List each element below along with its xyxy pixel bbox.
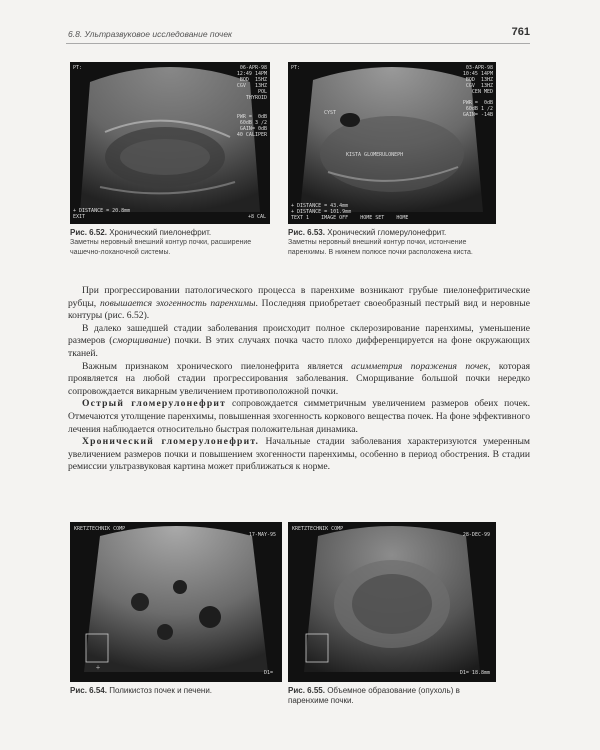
overlay-top-left: KRETZTECHNIK COMP [74, 526, 126, 532]
caption-text: Заметны неровный внешний контур почки, расширение чашечно-лоханочной системы. [70, 239, 252, 256]
overlay-top-left: KRETZTECHNIK COMP [292, 526, 344, 532]
caption-number: Рис. 6.53. [288, 228, 325, 237]
ultrasound-image-6-54 [70, 522, 282, 682]
overlay-top-right: 06-APR-98 12:49 14PM BOD 15HZ CGV 13HZ POL THYROID [236, 65, 267, 101]
overlay-top-right: 03-APR-98 10:45 14PM BOD 13HZ CGV 13HZ CEN MED [462, 65, 493, 95]
page-number: 761 [511, 26, 530, 38]
caption-6-54 [70, 686, 282, 696]
paragraph-3: Важным признаком хронического пиелонефрита является асимметрия поражения почек, которая проявляется на любой стадии прогрессирования заболевания. Сморщивание большой почки нередко сопровождается викарным увеличением противоположной почки. [68, 360, 530, 397]
overlay-bottom: + DISTANCE = 43.4mm + DISTANCE = 101.9mm TEXT 1 IMAGE OFF HOME SET HOME [291, 203, 409, 221]
overlay-bottom-right: +8 CAL [247, 214, 266, 220]
overlay-cyst: CYST [324, 110, 337, 116]
caption-title: Хронический гломерулонефрит. [327, 228, 447, 237]
caption-title: Поликистоз почек и печени. [109, 686, 213, 695]
ultrasound-image-6-52 [70, 62, 270, 224]
overlay-bottom-right: D1= 18.8mm [459, 670, 490, 676]
caption-number: Рис. 6.52. [70, 228, 107, 237]
overlay-mid-right: PWR = 0dB 60dB 1 /2 GAIN= -14B [462, 100, 493, 118]
svg-text:+: + [95, 663, 101, 672]
overlay-top-left: PT: [291, 65, 301, 71]
paragraph-5: Хронический гломерулонефрит. Начальные стадии заболевания характеризуются умеренным увеличением размеров почки и повышением эхогенности паренхимы, особенно в период обострения. В стадии ремиссии ультразвуковая картина может приближаться к норме. [68, 436, 530, 473]
ultrasound-image-6-53 [288, 62, 496, 224]
caption-text: Заметны неровный внешний контур почки, истончение паренхимы. В нижнем полюсе почки расположена киста. [288, 239, 473, 256]
caption-6-52 [70, 228, 275, 257]
body-text [68, 285, 530, 474]
ultrasound-image-6-55 [288, 522, 496, 682]
caption-number: Рис. 6.55. [288, 686, 325, 695]
overlay-top-right: 28-DEC-99 [462, 532, 490, 538]
paragraph-2: В далеко зашедшей стадии заболевания происходит полное склерозирование паренхимы, уменьшение размеров (сморщивание) почки. В этих случаях почка часто плохо дифференцируется на фоне окружающих тканей. [68, 322, 530, 359]
overlay-top-right: 17-MAY-95 [248, 532, 276, 538]
overlay-top-left: PT: [73, 65, 83, 71]
overlay-bottom-right: D1= [263, 670, 276, 676]
caption-6-53 [288, 228, 498, 257]
caption-title: Объемное образование (опухоль) в паренхиме почки. [288, 686, 460, 705]
header-rule [66, 43, 530, 44]
running-header: 6.8. Ультразвуковое исследование почек [68, 29, 233, 39]
caption-number: Рис. 6.54. [70, 686, 107, 695]
overlay-mid-right: PWR = 0dB 60dB 3 /2 GAIN= 0dB 40 CALIPER [236, 114, 267, 138]
overlay-label: KISTA GLOMERULONEPH [346, 152, 404, 158]
paragraph-1: При прогрессировании патологического процесса в паренхиме возникают грубые пиелонефритические рубцы, повышается эхогенность паренхимы. Последняя приобретает своеобразный пестрый вид и неровные контуры (рис. 6.52). [68, 285, 530, 322]
caption-title: Хронический пиелонефрит. [109, 228, 212, 237]
overlay-bottom: + DISTANCE = 20.8mm EXIT [73, 208, 131, 220]
caption-6-55 [288, 686, 498, 706]
paragraph-4: Острый гломерулонефрит сопровождается симметричным увеличением размеров обеих почек. Отмечаются утолщение паренхимы, повышенная эхогенность коркового вещества почек. На фоне эффективного лечения наблюдается относительно быстрая положительная динамика. [68, 398, 530, 435]
